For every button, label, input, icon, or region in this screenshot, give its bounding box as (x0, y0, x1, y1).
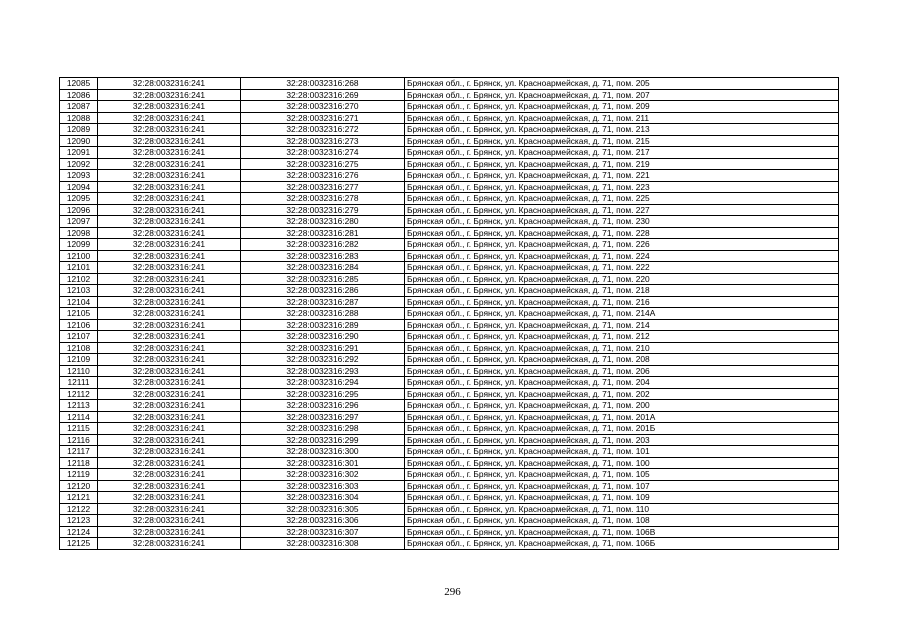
address-cell: Брянская обл., г. Брянск, ул. Красноармейская, д. 71, пом. 110 (405, 503, 839, 515)
row-number-cell: 12122 (60, 503, 98, 515)
row-number-cell: 12114 (60, 411, 98, 423)
address-cell: Брянская обл., г. Брянск, ул. Красноармейская, д. 71, пом. 201Б (405, 423, 839, 435)
row-number-cell: 12118 (60, 457, 98, 469)
row-number-cell: 12089 (60, 124, 98, 136)
address-cell: Брянская обл., г. Брянск, ул. Красноармейская, д. 71, пом. 212 (405, 331, 839, 343)
building-cadastral-cell: 32:28:0032316:241 (98, 273, 241, 285)
premises-cadastral-cell: 32:28:0032316:303 (241, 480, 405, 492)
building-cadastral-cell: 32:28:0032316:241 (98, 342, 241, 354)
premises-cadastral-cell: 32:28:0032316:268 (241, 78, 405, 90)
table-row (60, 147, 839, 159)
address-cell: Брянская обл., г. Брянск, ул. Красноармейская, д. 71, пом. 101 (405, 446, 839, 458)
building-cadastral-cell: 32:28:0032316:241 (98, 492, 241, 504)
premises-cadastral-cell: 32:28:0032316:273 (241, 135, 405, 147)
address-cell: Брянская обл., г. Брянск, ул. Красноармейская, д. 71, пом. 211 (405, 112, 839, 124)
building-cadastral-cell: 32:28:0032316:241 (98, 526, 241, 538)
building-cadastral-cell: 32:28:0032316:241 (98, 515, 241, 527)
building-cadastral-cell: 32:28:0032316:241 (98, 262, 241, 274)
table-row (60, 135, 839, 147)
building-cadastral-cell: 32:28:0032316:241 (98, 158, 241, 170)
building-cadastral-cell: 32:28:0032316:241 (98, 423, 241, 435)
building-cadastral-cell: 32:28:0032316:241 (98, 170, 241, 182)
property-registry-table (59, 77, 839, 550)
address-cell: Брянская обл., г. Брянск, ул. Красноармейская, д. 71, пом. 228 (405, 227, 839, 239)
row-number-cell: 12103 (60, 285, 98, 297)
premises-cadastral-cell: 32:28:0032316:298 (241, 423, 405, 435)
building-cadastral-cell: 32:28:0032316:241 (98, 469, 241, 481)
premises-cadastral-cell: 32:28:0032316:272 (241, 124, 405, 136)
premises-cadastral-cell: 32:28:0032316:277 (241, 181, 405, 193)
building-cadastral-cell: 32:28:0032316:241 (98, 365, 241, 377)
premises-cadastral-cell: 32:28:0032316:283 (241, 250, 405, 262)
building-cadastral-cell: 32:28:0032316:241 (98, 193, 241, 205)
table-row (60, 400, 839, 412)
building-cadastral-cell: 32:28:0032316:241 (98, 480, 241, 492)
row-number-cell: 12090 (60, 135, 98, 147)
premises-cadastral-cell: 32:28:0032316:293 (241, 365, 405, 377)
premises-cadastral-cell: 32:28:0032316:270 (241, 101, 405, 113)
premises-cadastral-cell: 32:28:0032316:280 (241, 216, 405, 228)
table-row (60, 250, 839, 262)
premises-cadastral-cell: 32:28:0032316:304 (241, 492, 405, 504)
address-cell: Брянская обл., г. Брянск, ул. Красноармейская, д. 71, пом. 214 (405, 319, 839, 331)
premises-cadastral-cell: 32:28:0032316:288 (241, 308, 405, 320)
address-cell: Брянская обл., г. Брянск, ул. Красноармейская, д. 71, пом. 225 (405, 193, 839, 205)
table-row (60, 204, 839, 216)
premises-cadastral-cell: 32:28:0032316:281 (241, 227, 405, 239)
building-cadastral-cell: 32:28:0032316:241 (98, 181, 241, 193)
premises-cadastral-cell: 32:28:0032316:295 (241, 388, 405, 400)
row-number-cell: 12124 (60, 526, 98, 538)
address-cell: Брянская обл., г. Брянск, ул. Красноармейская, д. 71, пом. 217 (405, 147, 839, 159)
table-row (60, 319, 839, 331)
premises-cadastral-cell: 32:28:0032316:299 (241, 434, 405, 446)
row-number-cell: 12116 (60, 434, 98, 446)
row-number-cell: 12110 (60, 365, 98, 377)
building-cadastral-cell: 32:28:0032316:241 (98, 446, 241, 458)
premises-cadastral-cell: 32:28:0032316:294 (241, 377, 405, 389)
table-row (60, 158, 839, 170)
table-row (60, 434, 839, 446)
table-row (60, 411, 839, 423)
row-number-cell: 12117 (60, 446, 98, 458)
table-row (60, 262, 839, 274)
address-cell: Брянская обл., г. Брянск, ул. Красноармейская, д. 71, пом. 215 (405, 135, 839, 147)
row-number-cell: 12119 (60, 469, 98, 481)
table-row (60, 193, 839, 205)
premises-cadastral-cell: 32:28:0032316:308 (241, 538, 405, 550)
row-number-cell: 12096 (60, 204, 98, 216)
premises-cadastral-cell: 32:28:0032316:306 (241, 515, 405, 527)
row-number-cell: 12098 (60, 227, 98, 239)
table-row (60, 227, 839, 239)
row-number-cell: 12085 (60, 78, 98, 90)
row-number-cell: 12092 (60, 158, 98, 170)
table-row (60, 526, 839, 538)
table-row (60, 285, 839, 297)
address-cell: Брянская обл., г. Брянск, ул. Красноармейская, д. 71, пом. 206 (405, 365, 839, 377)
row-number-cell: 12121 (60, 492, 98, 504)
row-number-cell: 12105 (60, 308, 98, 320)
table-row (60, 112, 839, 124)
row-number-cell: 12099 (60, 239, 98, 251)
table-row (60, 308, 839, 320)
premises-cadastral-cell: 32:28:0032316:301 (241, 457, 405, 469)
building-cadastral-cell: 32:28:0032316:241 (98, 377, 241, 389)
address-cell: Брянская обл., г. Брянск, ул. Красноармейская, д. 71, пом. 227 (405, 204, 839, 216)
address-cell: Брянская обл., г. Брянск, ул. Красноармейская, д. 71, пом. 207 (405, 89, 839, 101)
building-cadastral-cell: 32:28:0032316:241 (98, 331, 241, 343)
table-row (60, 170, 839, 182)
address-cell: Брянская обл., г. Брянск, ул. Красноармейская, д. 71, пом. 201А (405, 411, 839, 423)
table-row (60, 216, 839, 228)
address-cell: Брянская обл., г. Брянск, ул. Красноармейская, д. 71, пом. 208 (405, 354, 839, 366)
table-row (60, 296, 839, 308)
premises-cadastral-cell: 32:28:0032316:275 (241, 158, 405, 170)
row-number-cell: 12100 (60, 250, 98, 262)
table-row (60, 503, 839, 515)
premises-cadastral-cell: 32:28:0032316:279 (241, 204, 405, 216)
building-cadastral-cell: 32:28:0032316:241 (98, 89, 241, 101)
row-number-cell: 12097 (60, 216, 98, 228)
building-cadastral-cell: 32:28:0032316:241 (98, 285, 241, 297)
address-cell: Брянская обл., г. Брянск, ул. Красноармейская, д. 71, пом. 214А (405, 308, 839, 320)
row-number-cell: 12123 (60, 515, 98, 527)
building-cadastral-cell: 32:28:0032316:241 (98, 400, 241, 412)
premises-cadastral-cell: 32:28:0032316:305 (241, 503, 405, 515)
table-row (60, 423, 839, 435)
row-number-cell: 12104 (60, 296, 98, 308)
building-cadastral-cell: 32:28:0032316:241 (98, 308, 241, 320)
row-number-cell: 12102 (60, 273, 98, 285)
address-cell: Брянская обл., г. Брянск, ул. Красноармейская, д. 71, пом. 224 (405, 250, 839, 262)
row-number-cell: 12107 (60, 331, 98, 343)
premises-cadastral-cell: 32:28:0032316:286 (241, 285, 405, 297)
premises-cadastral-cell: 32:28:0032316:284 (241, 262, 405, 274)
address-cell: Брянская обл., г. Брянск, ул. Красноармейская, д. 71, пом. 204 (405, 377, 839, 389)
premises-cadastral-cell: 32:28:0032316:278 (241, 193, 405, 205)
address-cell: Брянская обл., г. Брянск, ул. Красноармейская, д. 71, пом. 109 (405, 492, 839, 504)
building-cadastral-cell: 32:28:0032316:241 (98, 239, 241, 251)
table-row (60, 273, 839, 285)
table-row (60, 515, 839, 527)
row-number-cell: 12106 (60, 319, 98, 331)
row-number-cell: 12091 (60, 147, 98, 159)
building-cadastral-cell: 32:28:0032316:241 (98, 388, 241, 400)
premises-cadastral-cell: 32:28:0032316:274 (241, 147, 405, 159)
row-number-cell: 12111 (60, 377, 98, 389)
row-number-cell: 12109 (60, 354, 98, 366)
address-cell: Брянская обл., г. Брянск, ул. Красноармейская, д. 71, пом. 200 (405, 400, 839, 412)
address-cell: Брянская обл., г. Брянск, ул. Красноармейская, д. 71, пом. 223 (405, 181, 839, 193)
row-number-cell: 12115 (60, 423, 98, 435)
row-number-cell: 12086 (60, 89, 98, 101)
table-row (60, 89, 839, 101)
building-cadastral-cell: 32:28:0032316:241 (98, 411, 241, 423)
building-cadastral-cell: 32:28:0032316:241 (98, 319, 241, 331)
building-cadastral-cell: 32:28:0032316:241 (98, 354, 241, 366)
table-row (60, 331, 839, 343)
building-cadastral-cell: 32:28:0032316:241 (98, 147, 241, 159)
building-cadastral-cell: 32:28:0032316:241 (98, 135, 241, 147)
premises-cadastral-cell: 32:28:0032316:297 (241, 411, 405, 423)
address-cell: Брянская обл., г. Брянск, ул. Красноармейская, д. 71, пом. 213 (405, 124, 839, 136)
address-cell: Брянская обл., г. Брянск, ул. Красноармейская, д. 71, пом. 221 (405, 170, 839, 182)
table-row (60, 101, 839, 113)
premises-cadastral-cell: 32:28:0032316:300 (241, 446, 405, 458)
premises-cadastral-cell: 32:28:0032316:291 (241, 342, 405, 354)
row-number-cell: 12108 (60, 342, 98, 354)
table-row (60, 457, 839, 469)
building-cadastral-cell: 32:28:0032316:241 (98, 296, 241, 308)
row-number-cell: 12087 (60, 101, 98, 113)
address-cell: Брянская обл., г. Брянск, ул. Красноармейская, д. 71, пом. 220 (405, 273, 839, 285)
premises-cadastral-cell: 32:28:0032316:302 (241, 469, 405, 481)
premises-cadastral-cell: 32:28:0032316:282 (241, 239, 405, 251)
table-row (60, 377, 839, 389)
table-row (60, 181, 839, 193)
table-row (60, 78, 839, 90)
building-cadastral-cell: 32:28:0032316:241 (98, 112, 241, 124)
building-cadastral-cell: 32:28:0032316:241 (98, 538, 241, 550)
building-cadastral-cell: 32:28:0032316:241 (98, 101, 241, 113)
table-row (60, 365, 839, 377)
premises-cadastral-cell: 32:28:0032316:271 (241, 112, 405, 124)
building-cadastral-cell: 32:28:0032316:241 (98, 434, 241, 446)
building-cadastral-cell: 32:28:0032316:241 (98, 503, 241, 515)
premises-cadastral-cell: 32:28:0032316:276 (241, 170, 405, 182)
premises-cadastral-cell: 32:28:0032316:307 (241, 526, 405, 538)
premises-cadastral-cell: 32:28:0032316:287 (241, 296, 405, 308)
table-row (60, 538, 839, 550)
building-cadastral-cell: 32:28:0032316:241 (98, 124, 241, 136)
address-cell: Брянская обл., г. Брянск, ул. Красноармейская, д. 71, пом. 203 (405, 434, 839, 446)
building-cadastral-cell: 32:28:0032316:241 (98, 457, 241, 469)
row-number-cell: 12101 (60, 262, 98, 274)
premises-cadastral-cell: 32:28:0032316:285 (241, 273, 405, 285)
building-cadastral-cell: 32:28:0032316:241 (98, 78, 241, 90)
address-cell: Брянская обл., г. Брянск, ул. Красноармейская, д. 71, пом. 216 (405, 296, 839, 308)
address-cell: Брянская обл., г. Брянск, ул. Красноармейская, д. 71, пом. 205 (405, 78, 839, 90)
address-cell: Брянская обл., г. Брянск, ул. Красноармейская, д. 71, пом. 106В (405, 526, 839, 538)
premises-cadastral-cell: 32:28:0032316:290 (241, 331, 405, 343)
page-number: 296 (444, 586, 461, 598)
address-cell: Брянская обл., г. Брянск, ул. Красноармейская, д. 71, пом. 105 (405, 469, 839, 481)
table-row (60, 492, 839, 504)
table-row (60, 480, 839, 492)
row-number-cell: 12093 (60, 170, 98, 182)
row-number-cell: 12113 (60, 400, 98, 412)
table-row (60, 342, 839, 354)
table-row (60, 124, 839, 136)
address-cell: Брянская обл., г. Брянск, ул. Красноармейская, д. 71, пом. 219 (405, 158, 839, 170)
address-cell: Брянская обл., г. Брянск, ул. Красноармейская, д. 71, пом. 230 (405, 216, 839, 228)
premises-cadastral-cell: 32:28:0032316:289 (241, 319, 405, 331)
building-cadastral-cell: 32:28:0032316:241 (98, 204, 241, 216)
address-cell: Брянская обл., г. Брянск, ул. Красноармейская, д. 71, пом. 107 (405, 480, 839, 492)
address-cell: Брянская обл., г. Брянск, ул. Красноармейская, д. 71, пом. 210 (405, 342, 839, 354)
row-number-cell: 12120 (60, 480, 98, 492)
building-cadastral-cell: 32:28:0032316:241 (98, 250, 241, 262)
table-row (60, 446, 839, 458)
row-number-cell: 12112 (60, 388, 98, 400)
table-row (60, 469, 839, 481)
table-row (60, 354, 839, 366)
premises-cadastral-cell: 32:28:0032316:269 (241, 89, 405, 101)
address-cell: Брянская обл., г. Брянск, ул. Красноармейская, д. 71, пом. 106Б (405, 538, 839, 550)
row-number-cell: 12095 (60, 193, 98, 205)
premises-cadastral-cell: 32:28:0032316:296 (241, 400, 405, 412)
premises-cadastral-cell: 32:28:0032316:292 (241, 354, 405, 366)
address-cell: Брянская обл., г. Брянск, ул. Красноармейская, д. 71, пом. 218 (405, 285, 839, 297)
address-cell: Брянская обл., г. Брянск, ул. Красноармейская, д. 71, пом. 100 (405, 457, 839, 469)
address-cell: Брянская обл., г. Брянск, ул. Красноармейская, д. 71, пом. 226 (405, 239, 839, 251)
row-number-cell: 12088 (60, 112, 98, 124)
table-body (60, 78, 839, 550)
row-number-cell: 12094 (60, 181, 98, 193)
address-cell: Брянская обл., г. Брянск, ул. Красноармейская, д. 71, пом. 222 (405, 262, 839, 274)
building-cadastral-cell: 32:28:0032316:241 (98, 227, 241, 239)
building-cadastral-cell: 32:28:0032316:241 (98, 216, 241, 228)
address-cell: Брянская обл., г. Брянск, ул. Красноармейская, д. 71, пом. 202 (405, 388, 839, 400)
table-row (60, 239, 839, 251)
address-cell: Брянская обл., г. Брянск, ул. Красноармейская, д. 71, пом. 108 (405, 515, 839, 527)
address-cell: Брянская обл., г. Брянск, ул. Красноармейская, д. 71, пом. 209 (405, 101, 839, 113)
row-number-cell: 12125 (60, 538, 98, 550)
table-row (60, 388, 839, 400)
